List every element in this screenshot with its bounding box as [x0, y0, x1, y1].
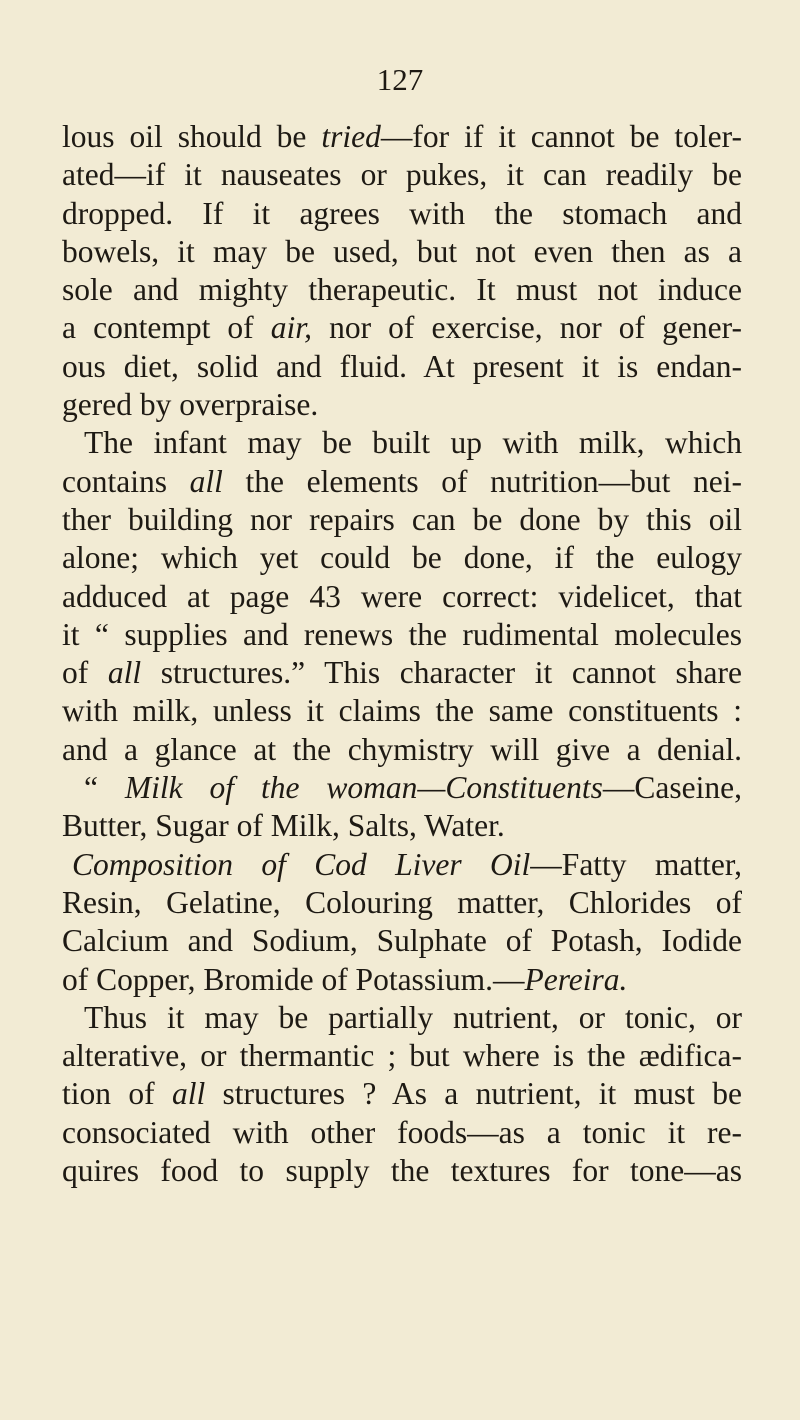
- text-line: [62, 386, 742, 424]
- text-run: it “ supplies and renews the rudimental molecules: [62, 616, 742, 652]
- text-line: [62, 271, 742, 309]
- text-line: [62, 501, 742, 539]
- text-run: ther building nor repairs can be done by this oil: [62, 501, 742, 537]
- text-line: [62, 1152, 742, 1190]
- text-line: [62, 118, 742, 156]
- italic-text-run: tried: [321, 119, 381, 154]
- text-run: the elements of nutrition—but nei-: [222, 463, 742, 499]
- text-line: [62, 1037, 742, 1075]
- text-run: structures.” This character it cannot share: [141, 655, 742, 691]
- text-line: [62, 807, 742, 845]
- italic-text-run: Pereira.: [524, 961, 628, 997]
- text-line: [62, 884, 742, 922]
- text-run: adduced at page 43 were correct: videlicet, that: [62, 578, 742, 614]
- text-run: of: [62, 655, 108, 691]
- text-line: [62, 1114, 742, 1152]
- body-text: [62, 118, 742, 1190]
- text-run: quires food to supply the textures for tone—as: [62, 1153, 742, 1189]
- text-run: gered by overpraise.: [62, 387, 319, 423]
- text-run: with milk, unless it claims the same constituents :: [62, 693, 742, 729]
- text-run: ated—if it nauseates or pukes, it can readily be: [62, 157, 742, 193]
- text-line: [62, 846, 742, 884]
- text-run: lous oil should be: [62, 119, 322, 154]
- text-run: alterative, or thermantic ; but where is the ædifica-: [62, 1038, 742, 1074]
- text-run: “: [84, 770, 125, 806]
- text-line: [62, 348, 742, 386]
- text-run: a contempt of: [62, 310, 271, 346]
- text-line: [62, 463, 742, 501]
- italic-text-run: all: [171, 1076, 206, 1112]
- text-line: [62, 769, 742, 807]
- italic-text-run: air,: [270, 310, 312, 346]
- text-run: Butter, Sugar of Milk, Salts, Water.: [62, 808, 505, 844]
- text-run: tion of: [62, 1076, 172, 1112]
- text-line: [62, 961, 742, 999]
- text-run: bowels, it may be used, but not even then as a: [62, 233, 742, 269]
- text-line: [62, 309, 742, 347]
- text-line: [62, 1075, 742, 1113]
- text-run: —Fatty matter,: [530, 846, 742, 882]
- text-line: [62, 424, 742, 462]
- text-line: [62, 233, 742, 271]
- text-line: [62, 156, 742, 194]
- text-run: —Caseine,: [602, 770, 742, 806]
- text-line: [62, 731, 742, 769]
- italic-text-run: Milk of the woman—Constituents: [124, 770, 603, 806]
- text-run: The infant may be built up with milk, which: [84, 425, 742, 461]
- text-run: of Copper, Bromide of Potassium.—: [62, 961, 525, 997]
- text-line: [62, 616, 742, 654]
- text-line: [62, 922, 742, 960]
- text-run: Calcium and Sodium, Sulphate of Potash, Iodide: [62, 923, 742, 959]
- italic-text-run: all: [189, 463, 223, 499]
- text-line: [62, 999, 742, 1037]
- italic-text-run: Composition of Cod Liver Oil: [72, 846, 531, 882]
- page-number: 127: [376, 62, 424, 97]
- text-run: consociated with other foods—as a tonic it re-: [62, 1114, 742, 1150]
- text-run: —for if it cannot be toler-: [380, 119, 742, 154]
- text-line: [62, 692, 742, 730]
- text-line: [62, 654, 742, 692]
- text-run: and a glance at the chymistry will give a denial.: [62, 731, 742, 767]
- text-line: [62, 578, 742, 616]
- text-run: sole and mighty therapeutic. It must not induce: [62, 272, 742, 308]
- text-run: Resin, Gelatine, Colouring matter, Chlorides of: [62, 884, 742, 920]
- text-line: [62, 195, 742, 233]
- text-run: alone; which yet could be done, if the eulogy: [62, 540, 742, 576]
- text-line: [62, 539, 742, 577]
- text-run: contains: [62, 463, 190, 499]
- text-run: Thus it may be partially nutrient, or tonic, or: [84, 999, 742, 1035]
- italic-text-run: all: [107, 655, 142, 691]
- text-run: structures ? As a nutrient, it must be: [205, 1076, 742, 1112]
- text-run: dropped. If it agrees with the stomach and: [62, 195, 742, 231]
- text-run: nor of exercise, nor of gener-: [311, 310, 742, 346]
- text-run: ous diet, solid and fluid. At present it is endan-: [62, 348, 742, 384]
